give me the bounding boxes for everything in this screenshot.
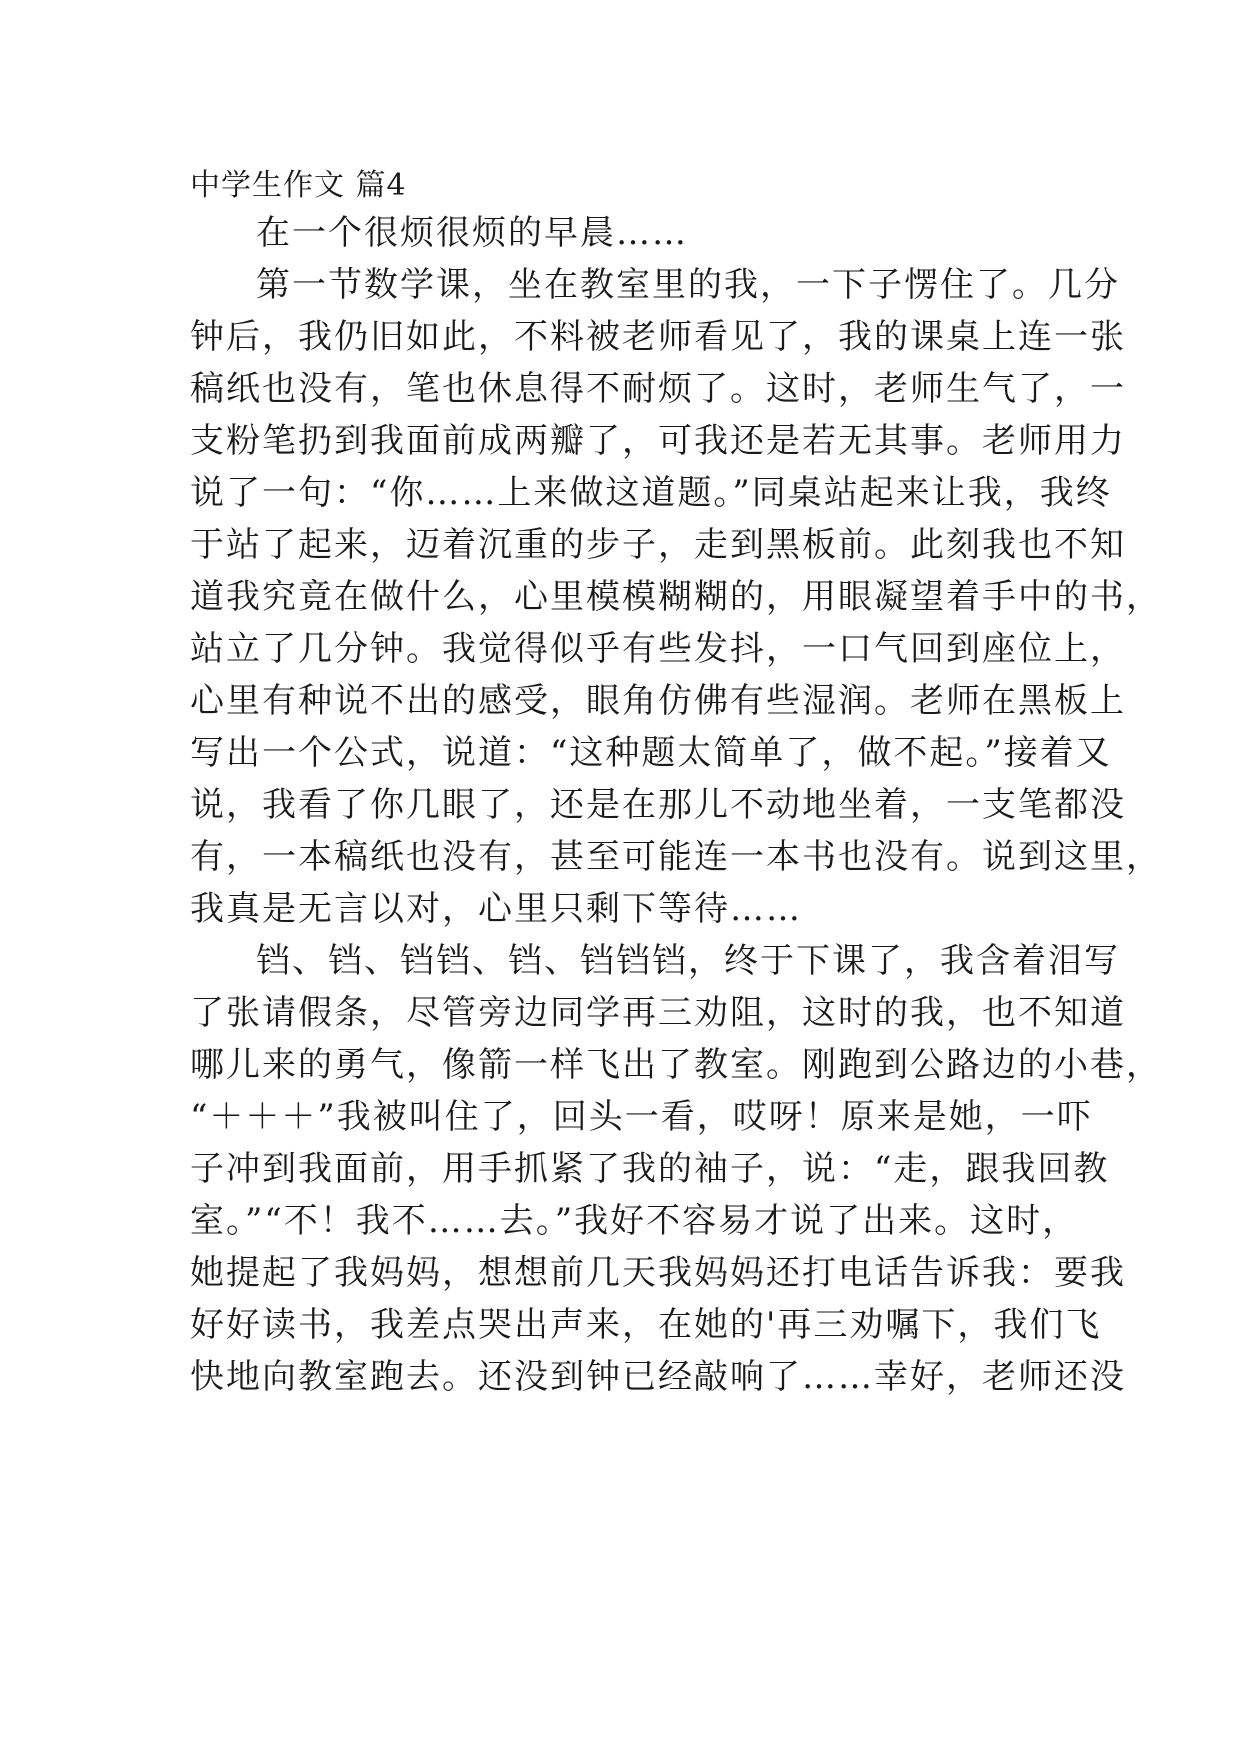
paragraph-2-line-11: 说，我看了你几眼了，还是在那儿不动地坐着，一支笔都没 (190, 785, 1126, 825)
paragraph-2-line-12: 有，一本稿纸也没有，甚至可能连一本书也没有。说到这里， (190, 837, 1162, 877)
paragraph-3-line-5: 子冲到我面前，用手抓紧了我的袖子，说：“走，跟我回教 (190, 1149, 1110, 1189)
paragraph-2-line-10: 写出一个公式，说道：“这种题太简单了，做不起。”接着又 (190, 733, 1112, 773)
paragraph-2-line-7: 道我究竟在做什么，心里模模糊糊的，用眼凝望着手中的书， (190, 577, 1162, 617)
paragraph-3-line-4: “＋＋＋”我被叫住了，回头一看，哎呀！原来是她，一吓 (190, 1097, 1093, 1137)
paragraph-2-line-13: 我真是无言以对，心里只剩下等待…… (190, 889, 802, 929)
paragraph-3-line-7: 她提起了我妈妈，想想前几天我妈妈还打电话告诉我：要我 (190, 1253, 1126, 1293)
paragraph-2-line-3: 稿纸也没有，笔也休息得不耐烦了。这时，老师生气了，一 (190, 369, 1126, 409)
paragraph-2-line-1: 第一节数学课，坐在教室里的我，一下子愣住了。几分 (256, 265, 1120, 305)
paragraph-2-line-5: 说了一句：“你……上来做这道题。”同桌站起来让我，我终 (190, 473, 1112, 513)
paragraph-3-line-3: 哪儿来的勇气，像箭一样飞出了教室。刚跑到公路边的小巷， (190, 1045, 1162, 1085)
paragraph-3-line-1: 铛、铛、铛铛、铛、铛铛铛，终于下课了，我含着泪写 (256, 941, 1120, 981)
paragraph-2-line-9: 心里有种说不出的感受，眼角仿佛有些湿润。老师在黑板上 (190, 681, 1126, 721)
paragraph-3-line-2: 了张请假条，尽管旁边同学再三劝阻，这时的我，也不知道 (190, 993, 1126, 1033)
paragraph-3-line-6: 室。”“不！我不……去。”我好不容易才说了出来。这时， (190, 1201, 1079, 1241)
paragraph-2-line-2: 钟后，我仍旧如此，不料被老师看见了，我的课桌上连一张 (190, 317, 1126, 357)
document-title: 中学生作文 篇4 (190, 168, 407, 203)
paragraph-2-line-8: 站立了几分钟。我觉得似乎有些发抖，一口气回到座位上， (190, 629, 1126, 669)
paragraph-3-line-9: 快地向教室跑去。还没到钟已经敲响了……幸好，老师还没 (190, 1357, 1126, 1397)
paragraph-2-line-6: 于站了起来，迈着沉重的步子，走到黑板前。此刻我也不知 (190, 525, 1126, 565)
paragraph-2-line-4: 支粉笔扔到我面前成两瓣了，可我还是若无其事。老师用力 (190, 421, 1126, 461)
paragraph-1-line-1: 在一个很烦很烦的早晨…… (256, 213, 688, 253)
paragraph-3-line-8: 好好读书，我差点哭出声来，在她的'再三劝嘱下，我们飞 (190, 1305, 1102, 1345)
